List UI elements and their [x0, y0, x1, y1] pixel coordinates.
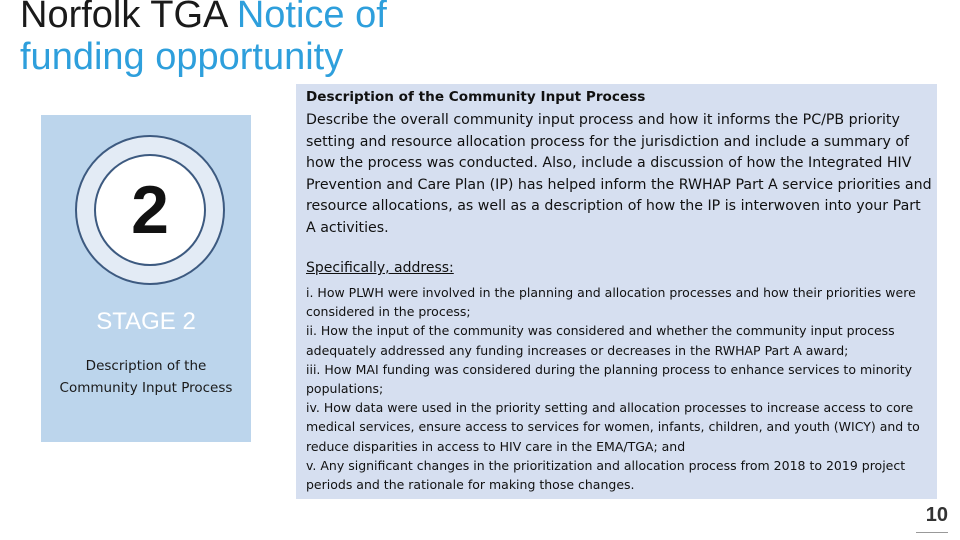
stage-panel	[41, 115, 251, 442]
slide-title	[20, 0, 387, 78]
description-heading: Description of the Community Input Process	[306, 89, 646, 105]
page-number-underline	[916, 532, 948, 533]
list-item: v. Any significant changes in the prioritization and allocation process from 2018 to 2019 project periods and the rationale for making those changes.	[306, 457, 906, 493]
title-line-2: funding opportunity	[20, 36, 344, 78]
page-number: 10	[925, 504, 948, 526]
list-item: iv. How data were used in the priority setting and allocation processes to increase access to core medical services, ensure access to services for women, infants, children, and youth (WICY) and to reduce disparities in access to HIV care in the EMA/TGA; and	[306, 400, 920, 454]
stage-description-line-1: Description of the	[85, 358, 207, 374]
stage-label: STAGE 2	[96, 308, 196, 335]
address-list	[306, 283, 934, 494]
stage-description-line-2: Community Input Process	[59, 380, 233, 396]
title-part-1: Norfolk TGA	[20, 0, 237, 36]
list-item: ii. How the input of the community was considered and whether the community input process adequately addressed any funding increases or decreases in the RWHAP Part A award;	[306, 323, 895, 358]
list-item: iii. How MAI funding was considered during the planning process to enhance services to minority populations;	[306, 361, 913, 397]
specifically-heading: Specifically, address:	[306, 260, 454, 276]
stage-description	[41, 355, 251, 399]
stage-circle-inner	[94, 154, 206, 266]
stage-number: 2	[131, 172, 169, 248]
list-item: i. How PLWH were involved in the planning and allocation processes and how their priorities were considered in the process;	[306, 285, 916, 320]
description-panel	[296, 84, 937, 499]
title-part-2: Notice of	[236, 0, 387, 36]
description-body: Describe the overall community input process and how it informs the PC/PB priority setting and resource allocation process for the jurisdiction and include a summary of how the process was conducted. Also, include a discussion of how the Integrated HIV Prevention and Care Plan (IP) has helped inform the RWHAP Part A service priorities and resource allocations, as well as a description of how the IP is interwoven into your Part A activities.	[306, 112, 932, 236]
stage-circle-outer	[75, 135, 225, 285]
